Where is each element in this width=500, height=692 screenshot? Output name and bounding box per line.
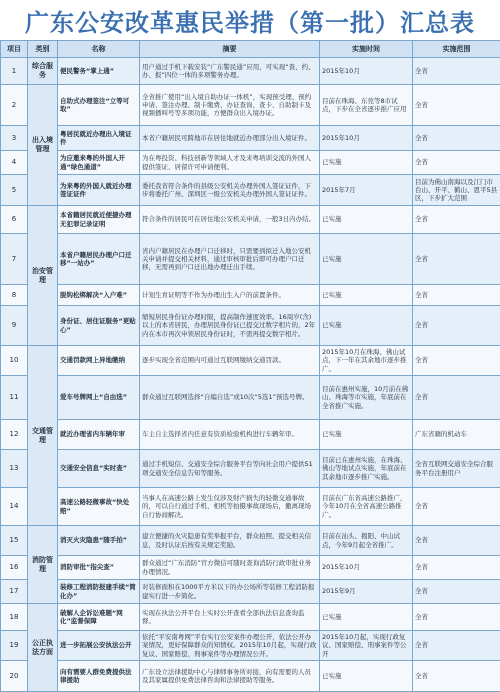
implementation-scope-cell: 全省互联网交通安全综合服务平台注册用户 [413, 450, 500, 488]
item-number-cell: 14 [1, 488, 28, 526]
table-row [1, 661, 500, 692]
measure-name-cell: 消灭火灾隐患“随手拍” [58, 526, 140, 556]
implementation-time-cell: 目前在惠州实施，10月前在佛山、珠海等市实施，年底前在全省推广实施。 [320, 376, 413, 420]
table-row [1, 234, 500, 285]
header-category: 类别 [28, 41, 58, 58]
implementation-scope-cell: 全省 [413, 661, 500, 692]
table-row [1, 488, 500, 526]
implementation-scope-cell: 目前为佛山南海以及江门市台山、开平、鹤山、恩平5县区，下步扩大范围 [413, 175, 500, 206]
measure-name-cell: 向有需要人群免费提供法律援助 [58, 661, 140, 692]
summary-cell: 广东设立法律援助中心与律师事务所对接，向有需要的人员及其家属提供免费法律咨询和法律援助等服务。 [140, 661, 320, 692]
implementation-scope-cell: 全省 [413, 556, 500, 580]
item-number-cell: 15 [1, 526, 28, 556]
item-number-cell: 2 [1, 85, 28, 126]
summary-cell: 全省推广使用“出入境自助办证一体机”，实现预受理、预约申请、签注办理、制卡缴费、办证查询、查卡、自助制卡及视频播叫号等多项功能，方便群众出入境办证。 [140, 85, 320, 126]
implementation-time-cell: 2015年7月 [320, 175, 413, 206]
table-row [1, 126, 500, 151]
implementation-scope-cell: 全省 [413, 580, 500, 604]
implementation-time-cell: 已实施 [320, 604, 413, 631]
implementation-time-cell: 目前在广东省高速公路推广，今年10月在全省高速公路推广。 [320, 488, 413, 526]
implementation-time-cell: 目前已在惠州实施，在珠海、佛山等地试点实施，年底前在其余地市逐步推广实施。 [320, 450, 413, 488]
summary-cell: 建立便捷的火灾隐患有奖举报平台，群众拍照、提交相关信息，及时认证后按有关规定奖励。 [140, 526, 320, 556]
implementation-time-cell: 已实施 [320, 661, 413, 692]
summary-cell: 实现在执法公开平台上实时公开查看全部执法信息查询监督。 [140, 604, 320, 631]
measure-name-cell: 交通安全信息“实时查” [58, 450, 140, 488]
summary-cell: 本省户籍居民可跨地市在居住地就近办理部分出入境证件。 [140, 126, 320, 151]
implementation-scope-cell: 全省 [413, 376, 500, 420]
implementation-scope-cell: 全省 [413, 285, 500, 306]
implementation-time-cell: 2015年10月 [320, 58, 413, 85]
table-row [1, 450, 500, 488]
summary-cell: 群众通过互联网选择“自编自选”或10次“5选1”预选号牌。 [140, 376, 320, 420]
summary-cell: 用户通过手机下载安装“广东警民通”应用，可实现“查、约、办、报”四位一体的多项警务办理。 [140, 58, 320, 85]
measure-name-cell: 本省户籍居民办理户口迁移“一站办” [58, 234, 140, 285]
category-cell: 出入境管理 [28, 85, 58, 206]
implementation-time-cell: 已实施 [320, 151, 413, 175]
item-number-cell: 11 [1, 376, 28, 420]
implementation-scope-cell: 广东省籍的机动车 [413, 420, 500, 450]
measure-name-cell: 脱钩松绑解决“入户难” [58, 285, 140, 306]
measure-name-cell: 为应邀来粤的外国人开通“绿色通道” [58, 151, 140, 175]
table-row [1, 58, 500, 85]
category-cell: 治安管理 [28, 206, 58, 346]
implementation-scope-cell: 全省 [413, 346, 500, 376]
category-cell: 交通管理 [28, 346, 58, 526]
table-row [1, 346, 500, 376]
table-row [1, 151, 500, 175]
implementation-time-cell: 已实施 [320, 234, 413, 285]
measure-name-cell: 为来粤的外国人就近办理签证证件 [58, 175, 140, 206]
category-cell: 公正执法方面 [28, 604, 58, 692]
implementation-time-cell: 2015年10月起，实现行政复议、国家赔偿、刑事案件等公开 [320, 631, 413, 661]
header-name: 名称 [58, 41, 140, 58]
implementation-scope-cell: 全省 [413, 206, 500, 234]
table-body [1, 58, 500, 692]
implementation-time-cell: 已实施 [320, 206, 413, 234]
item-number-cell: 18 [1, 604, 28, 631]
table-row [1, 604, 500, 631]
header-scope: 实施范围 [413, 41, 500, 58]
table-row [1, 85, 500, 126]
header-summary: 摘要 [140, 41, 320, 58]
measure-name-cell: 装修工程消防报建手续“简化办” [58, 580, 140, 604]
measure-name-cell: 自助式办理签注“立等可取” [58, 85, 140, 126]
item-number-cell: 8 [1, 285, 28, 306]
implementation-time-cell: 2015年10月在珠海、佛山试点，下一年在其余地市逐步推广。 [320, 346, 413, 376]
implementation-scope-cell: 全省 [413, 526, 500, 556]
measure-name-cell: 破解人企诉讼难题“网化”监督保障 [58, 604, 140, 631]
implementation-scope-cell: 全省 [413, 126, 500, 151]
item-number-cell: 9 [1, 306, 28, 346]
item-number-cell: 7 [1, 234, 28, 285]
category-cell: 消防管理 [28, 526, 58, 604]
summary-cell: 委托我省符合条件的县级公安机关办理外国人签证证件，下步将委托广州、深圳区一级公安机关办理外国人签证证件。 [140, 175, 320, 206]
table-row [1, 420, 500, 450]
implementation-time-cell: 已实施 [320, 306, 413, 346]
category-cell: 综合服务 [28, 58, 58, 85]
table-header-row [1, 41, 500, 58]
item-number-cell: 6 [1, 206, 28, 234]
table-row [1, 376, 500, 420]
implementation-time-cell: 目前在汕头、揭阳、中山试点，今年9月起全省推广。 [320, 526, 413, 556]
measure-name-cell: 交通罚款网上异地缴纳 [58, 346, 140, 376]
summary-cell: 缩短居民身份证办理时限，提高制作速度效率。16周岁(含)以上的本省居民，办理居民身份证已提交过数字相片的，2年内在本市再次申领居民身份证时，不需再提交数字相片。 [140, 306, 320, 346]
summary-cell: 当事人在高速公路上发生仅涉及财产损失的轻微交通事故的，可以自行通过手机、相机等拍摄事故现场后，撤离现场自行协商解决。 [140, 488, 320, 526]
measure-name-cell: 粤居民就近办理出入境证件 [58, 126, 140, 151]
measures-table [0, 40, 500, 692]
item-number-cell: 12 [1, 420, 28, 450]
table-row [1, 175, 500, 206]
implementation-time-cell: 已实施 [320, 420, 413, 450]
summary-cell: 依托“平安南粤网”平台实行公安案件办理公开，依法公开办案情况，更好保障群众的知情权。2015年10月起，实现行政复议、国家赔偿、刑事案件等办理情况公开。 [140, 631, 320, 661]
implementation-scope-cell: 全省 [413, 488, 500, 526]
table-row [1, 631, 500, 661]
implementation-scope-cell: 全省 [413, 631, 500, 661]
implementation-time-cell: 目前在珠海、东莞等8市试点，下步在全省逐步推广应用 [320, 85, 413, 126]
measure-name-cell: 便民警务“掌上通” [58, 58, 140, 85]
table-row [1, 206, 500, 234]
item-number-cell: 17 [1, 580, 28, 604]
measure-name-cell: 进一步拓展公安执法公开 [58, 631, 140, 661]
implementation-time-cell: 2015年10月 [320, 126, 413, 151]
measure-name-cell: 爱车号牌网上“自由选” [58, 376, 140, 420]
item-number-cell: 16 [1, 556, 28, 580]
summary-cell: 计划生育证明等不作为办理出生入户的前置条件。 [140, 285, 320, 306]
implementation-scope-cell: 全省 [413, 306, 500, 346]
item-number-cell: 1 [1, 58, 28, 85]
implementation-time-cell: 已实施 [320, 285, 413, 306]
measure-name-cell: 高速公路轻微事故“快处赔” [58, 488, 140, 526]
summary-cell: 符合条件的居民可在居住地公安机关申请，一般3日内办结。 [140, 206, 320, 234]
table-row [1, 526, 500, 556]
measure-name-cell: 本省籍居民就近便捷办理无犯罪记录证明 [58, 206, 140, 234]
implementation-scope-cell: 全省 [413, 58, 500, 85]
measure-name-cell: 就近办理省内车辆年审 [58, 420, 140, 450]
header-time: 实施时间 [320, 41, 413, 58]
implementation-scope-cell: 全省 [413, 85, 500, 126]
item-number-cell: 5 [1, 175, 28, 206]
implementation-time-cell: 2015年9月 [320, 580, 413, 604]
implementation-scope-cell: 全省 [413, 151, 500, 175]
implementation-scope-cell: 全省 [413, 234, 500, 285]
summary-cell: 省内户籍居民在办理户口迁移时，只需要到拟迁入地公安机关申请并提交相关材料，通过审核审批后即可办理户口迁移，无需再到户口迁出地办理迁出手续。 [140, 234, 320, 285]
table-row [1, 556, 500, 580]
summary-cell: 对装修面积在1000平方米以下的办公场所等装修工程消防报建实行进一步简化。 [140, 580, 320, 604]
implementation-scope-cell: 全省 [413, 604, 500, 631]
summary-cell: 逐步实现全省范围内可通过互联网缴纳交通罚款。 [140, 346, 320, 376]
summary-cell: 为在粤投资、科技创新等领域人才及来粤培训交流的外国人提供签证、居留许可申请便利。 [140, 151, 320, 175]
page-title: 广东公安改革惠民举措（第一批）汇总表 [0, 0, 500, 40]
implementation-time-cell: 2015年10月 [320, 556, 413, 580]
measure-name-cell: 消防审批“指尖查” [58, 556, 140, 580]
item-number-cell: 4 [1, 151, 28, 175]
item-number-cell: 10 [1, 346, 28, 376]
header-item-no: 项目 [1, 41, 28, 58]
table-row [1, 285, 500, 306]
item-number-cell: 13 [1, 450, 28, 488]
summary-cell: 车主自主选择省内任意有资质检验机构进行车辆年审。 [140, 420, 320, 450]
table-row [1, 306, 500, 346]
summary-cell: 群众通过“广东消防”官方微信可随时查询消防行政审批业务办理情况。 [140, 556, 320, 580]
summary-cell: 通过手机短信、交通安全综合服务平台等向社会用户提供51项交通安全信息告知等服务。 [140, 450, 320, 488]
measure-name-cell: 身份证、居住证服务“更贴心” [58, 306, 140, 346]
item-number-cell: 20 [1, 661, 28, 692]
item-number-cell: 3 [1, 126, 28, 151]
table-row [1, 580, 500, 604]
item-number-cell: 19 [1, 631, 28, 661]
